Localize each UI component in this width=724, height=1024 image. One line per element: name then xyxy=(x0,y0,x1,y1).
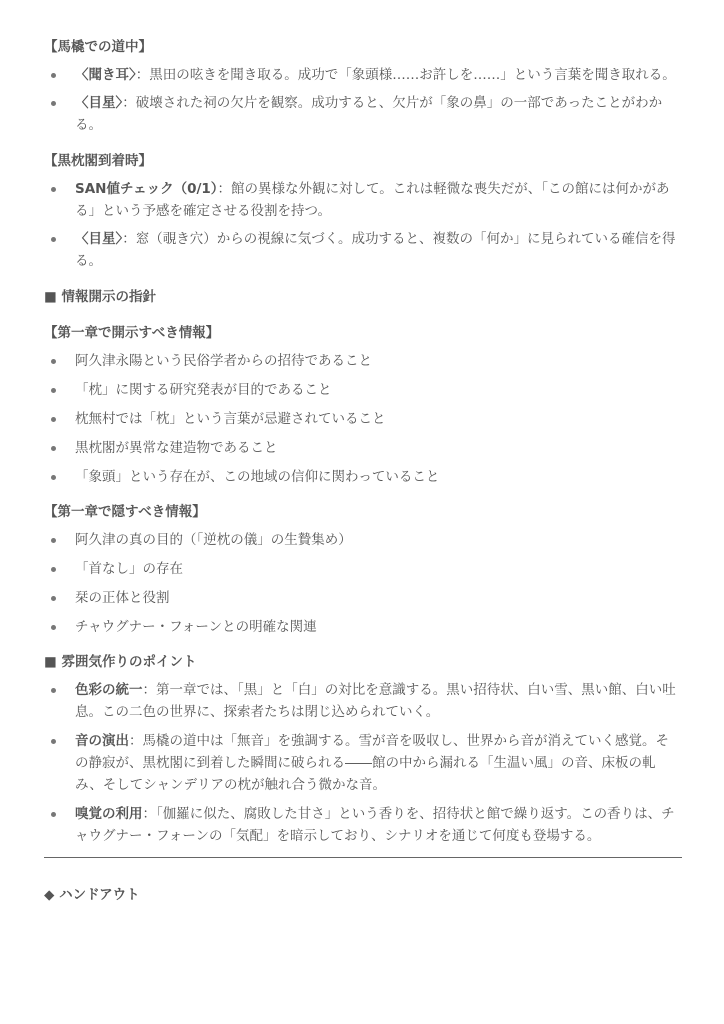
item-text: ：館の異様な外観に対して。これは軽微な喪失だが、「この館には何かがある」という予感を確定させる役割を持つ。 xyxy=(75,181,670,219)
list-item xyxy=(44,92,682,136)
subheading-hide: 【第一章で隠すべき情報】 xyxy=(44,504,206,520)
section-divider xyxy=(44,857,682,858)
list-item: 「枕」に関する研究発表が目的であること xyxy=(44,379,682,401)
reveal-list xyxy=(44,350,682,488)
item-text: ：第一章では、「黒」と「白」の対比を意識する。黒い招待状、白い雪、黒い館、白い吐息。この二色の世界に、探索者たちは閉じ込められていく。 xyxy=(75,682,676,720)
section-heading-road: 【馬橇での道中】 xyxy=(44,39,152,55)
item-text: ：「伽羅に似た、腐敗した甘さ」という香りを、招待状と館で繰り返す。この香りは、チャウグナー・フォーンの「気配」を暗示しており、シナリオを通じて何度も登場する。 xyxy=(75,806,675,844)
item-text: ：破壊された祠の欠片を観察。成功すると、欠片が「象の鼻」の一部であったことがわかる。 xyxy=(75,95,663,133)
list-item xyxy=(44,178,682,222)
list-item xyxy=(44,803,682,847)
item-label: 色彩の統一 xyxy=(75,682,143,698)
list-item xyxy=(44,228,682,272)
item-label: 〈目星〉 xyxy=(75,95,123,111)
item-label: 音の演出 xyxy=(75,733,129,749)
arrival-check-list xyxy=(44,178,682,272)
list-item: 阿久津の真の目的（「逆枕の儀」の生贄集め） xyxy=(44,529,682,551)
item-label: 〈目星〉 xyxy=(75,231,123,247)
list-item: 「象頭」という存在が、この地域の信仰に関わっていること xyxy=(44,466,682,488)
list-item xyxy=(44,679,682,723)
item-text: ：黒田の呟きを聞き取る。成功で「象頭様……お許しを……」という言葉を聞き取れる。 xyxy=(135,67,676,83)
item-label: 嗅覚の利用 xyxy=(75,806,143,822)
list-item: 黒枕閣が異常な建造物であること xyxy=(44,437,682,459)
list-item xyxy=(44,64,682,86)
list-item: 阿久津永陽という民俗学者からの招待であること xyxy=(44,350,682,372)
item-label: SAN値チェック（0/1） xyxy=(75,181,218,197)
section-heading-handout: ◆ ハンドアウト xyxy=(44,887,140,903)
section-heading-arrival: 【黒枕閣到着時】 xyxy=(44,153,152,169)
item-label: 〈聞き耳〉 xyxy=(75,67,136,83)
subheading-reveal: 【第一章で開示すべき情報】 xyxy=(44,325,220,341)
list-item xyxy=(44,730,682,796)
item-text: ：馬橇の道中は「無音」を強調する。雪が音を吸収し、世界から音が消えていく感覚。その静寂が、黒枕閣に到着した瞬間に破られる――館の中から漏れる「生温い風」の音、床板の軋み、そしてシャンデリアの枕が触れ合う微かな音。 xyxy=(75,733,669,793)
hide-list xyxy=(44,529,682,638)
section-heading-atmosphere: ■ 雰囲気作りのポイント xyxy=(44,654,197,670)
atmosphere-list xyxy=(44,679,682,847)
list-item: 「首なし」の存在 xyxy=(44,558,682,580)
section-heading-info-guide: ■ 情報開示の指針 xyxy=(44,289,156,305)
list-item: 枕無村では「枕」という言葉が忌避されていること xyxy=(44,408,682,430)
item-text: ：窓（覗き穴）からの視線に気づく。成功すると、複数の「何か」に見られている確信を得る。 xyxy=(75,231,676,269)
list-item: 栞の正体と役割 xyxy=(44,587,682,609)
list-item: チャウグナー・フォーンとの明確な関連 xyxy=(44,616,682,638)
road-check-list xyxy=(44,64,682,136)
